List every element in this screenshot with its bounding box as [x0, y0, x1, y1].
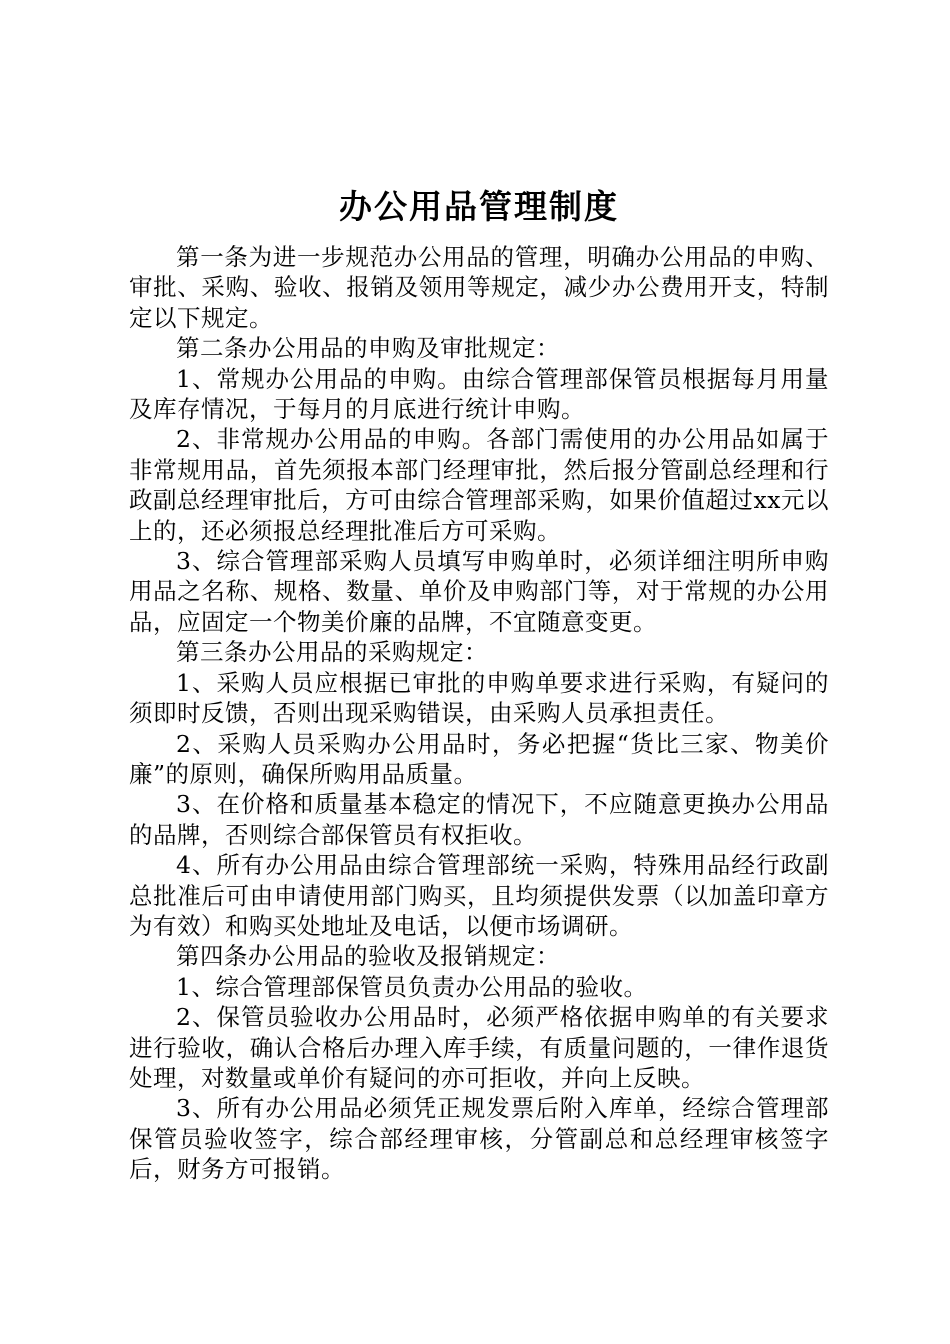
paragraph-article-3-item-4: 4、所有办公用品由综合管理部统一采购，特殊用品经行政副总批准后可由申请使用部门购买，且均须提供发票（以加盖印章方为有效）和购买处地址及电话，以便市场调研。: [129, 851, 829, 940]
paragraph-article-3-heading: 第三条办公用品的采购规定：: [176, 638, 488, 667]
paragraph-article-3-item-3: 3、在价格和质量基本稳定的情况下，不应随意更换办公用品的品牌，否则综合部保管员有权拒收。: [129, 790, 829, 849]
paragraph-article-2-heading: 第二条办公用品的申购及审批规定：: [176, 334, 560, 363]
paragraph-article-2-item-1: 1、常规办公用品的申购。由综合管理部保管员根据每月用量及库存情况，于每月的月底进行统计申购。: [129, 364, 829, 424]
paragraph-article-4-heading: 第四条办公用品的验收及报销规定：: [176, 942, 560, 971]
paragraph-article-4-item-2: 2、保管员验收办公用品时，必须严格依据申购单的有关要求进行验收，确认合格后办理入库手续，有质量问题的，一律作退货处理，对数量或单价有疑问的亦可拒收，并向上反映。: [129, 1003, 829, 1092]
document-body: [129, 242, 829, 1185]
document-page: [129, 178, 829, 1185]
paragraph-article-3-item-1: 1、采购人员应根据已审批的申购单要求进行采购，有疑问的须即时反馈，否则出现采购错误，由采购人员承担责任。: [129, 668, 829, 728]
paragraph-article-2-item-2: 2、非常规办公用品的申购。各部门需使用的办公用品如属于非常规用品，首先须报本部门经理审批，然后报分管副总经理和行政副总经理审批后，方可由综合管理部采购，如果价值超过xx元以上的，还必须报总经理批准后方可采购。: [129, 425, 829, 545]
paragraph-article-4-item-1: 1、综合管理部保管员负责办公用品的验收。: [176, 972, 648, 1001]
paragraph-article-4-item-3: 3、所有办公用品必须凭正规发票后附入库单，经综合管理部保管员验收签字，综合部经理审核，分管副总和总经理审核签字后，财务方可报销。: [129, 1094, 829, 1184]
paragraph-article-1: 第一条为进一步规范办公用品的管理，明确办公用品的申购、审批、采购、验收、报销及领用等规定，减少办公费用开支，特制定以下规定。: [129, 243, 829, 332]
paragraph-article-2-item-3: 3、综合管理部采购人员填写申购单时，必须详细注明所申购用品之名称、规格、数量、单价及申购部门等，对于常规的办公用品，应固定一个物美价廉的品牌，不宜随意变更。: [129, 547, 829, 636]
document-title: 办公用品管理制度: [339, 187, 619, 226]
paragraph-article-3-item-2: 2、采购人员采购办公用品时，务必把握“货比三家、物美价廉”的原则，确保所购用品质量。: [129, 729, 829, 788]
